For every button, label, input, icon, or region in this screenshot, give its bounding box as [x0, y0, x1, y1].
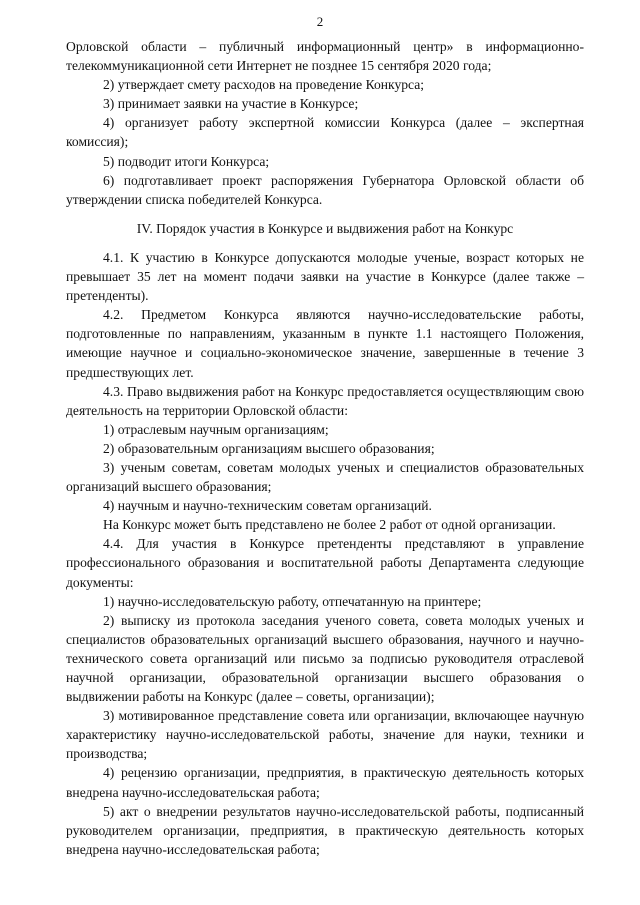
paragraph-4-1: 4.1. К участию в Конкурсе допускаются молодые ученые, возраст которых не превышает 35 лет на момент подачи заявки на участие в Конкурсе (далее также – претенденты).	[66, 249, 584, 304]
list-item: 1) отраслевым научным организациям;	[103, 421, 329, 437]
list-item: 2) выписку из протокола заседания ученого совета, совета молодых ученых и специалистов образовательных организаций высшего образования, научного и научно-технического совета организаций или письмо за подписью руководителя отраслевой научной организации, образовательной организации высшего образования о выдвижении работы на Конкурс (далее – советы, организации);	[66, 612, 584, 705]
list-item: 5) подводит итоги Конкурса;	[103, 153, 270, 169]
paragraph-4-4: 4.4. Для участия в Конкурсе претенденты представляют в управление профессионального образования и воспитательной работы Департамента следующие документы:	[66, 536, 584, 590]
paragraph-4-3: 4.3. Право выдвижения работ на Конкурс предоставляется осуществляющим свою деятельность на территории Орловской области:	[66, 383, 584, 418]
list-item: 4) рецензию организации, предприятия, в практическую деятельность которых внедрена научно-исследовательская работа;	[66, 765, 584, 800]
list-item: 3) мотивированное представление совета или организации, включающее научную характеристику научно-исследовательской работы, значение для науки, техники и производства;	[66, 708, 584, 762]
page-number: 2	[316, 14, 324, 29]
paragraph-4-3-limit: На Конкурс может быть представлено не более 2 работ от одной организации.	[103, 517, 556, 533]
list-item: 4) научным и научно-техническим советам организаций.	[103, 498, 432, 514]
list-item: 3) принимает заявки на участие в Конкурсе;	[103, 96, 359, 112]
section-heading: IV. Порядок участия в Конкурсе и выдвижения работ на Конкурс	[136, 220, 514, 236]
paragraph-continuation: Орловской области – публичный информационный центр» в информационно-телекоммуникационной сети Интернет не позднее 15 сентября 2020 года;	[66, 39, 584, 74]
document-body	[66, 37, 584, 859]
list-item: 4) организует работу экспертной комиссии Конкурса (далее – экспертная комиссия);	[66, 115, 584, 150]
list-item: 1) научно-исследовательскую работу, отпечатанную на принтере;	[103, 593, 482, 609]
list-item: 6) подготавливает проект распоряжения Губернатора Орловской области об утверждении списка победителей Конкурса.	[66, 172, 584, 207]
paragraph-4-2: 4.2. Предметом Конкурса являются научно-исследовательские работы, подготовленные по направлениям, указанным в пункте 1.1 настоящего Положения, имеющие научное и социально-экономическое значение, завершенные в течение 3 предшествующих лет.	[66, 307, 584, 380]
list-item: 3) ученым советам, советам молодых ученых и специалистов образовательных организаций высшего образования;	[66, 459, 584, 495]
list-item: 2) утверждает смету расходов на проведение Конкурса;	[103, 77, 425, 93]
list-item: 5) акт о внедрении результатов научно-исследовательской работы, подписанный руководителем организации, предприятия, в практическую деятельность которых внедрена научно-исследовательская работа;	[66, 803, 584, 857]
list-item: 2) образовательным организациям высшего образования;	[103, 440, 435, 456]
